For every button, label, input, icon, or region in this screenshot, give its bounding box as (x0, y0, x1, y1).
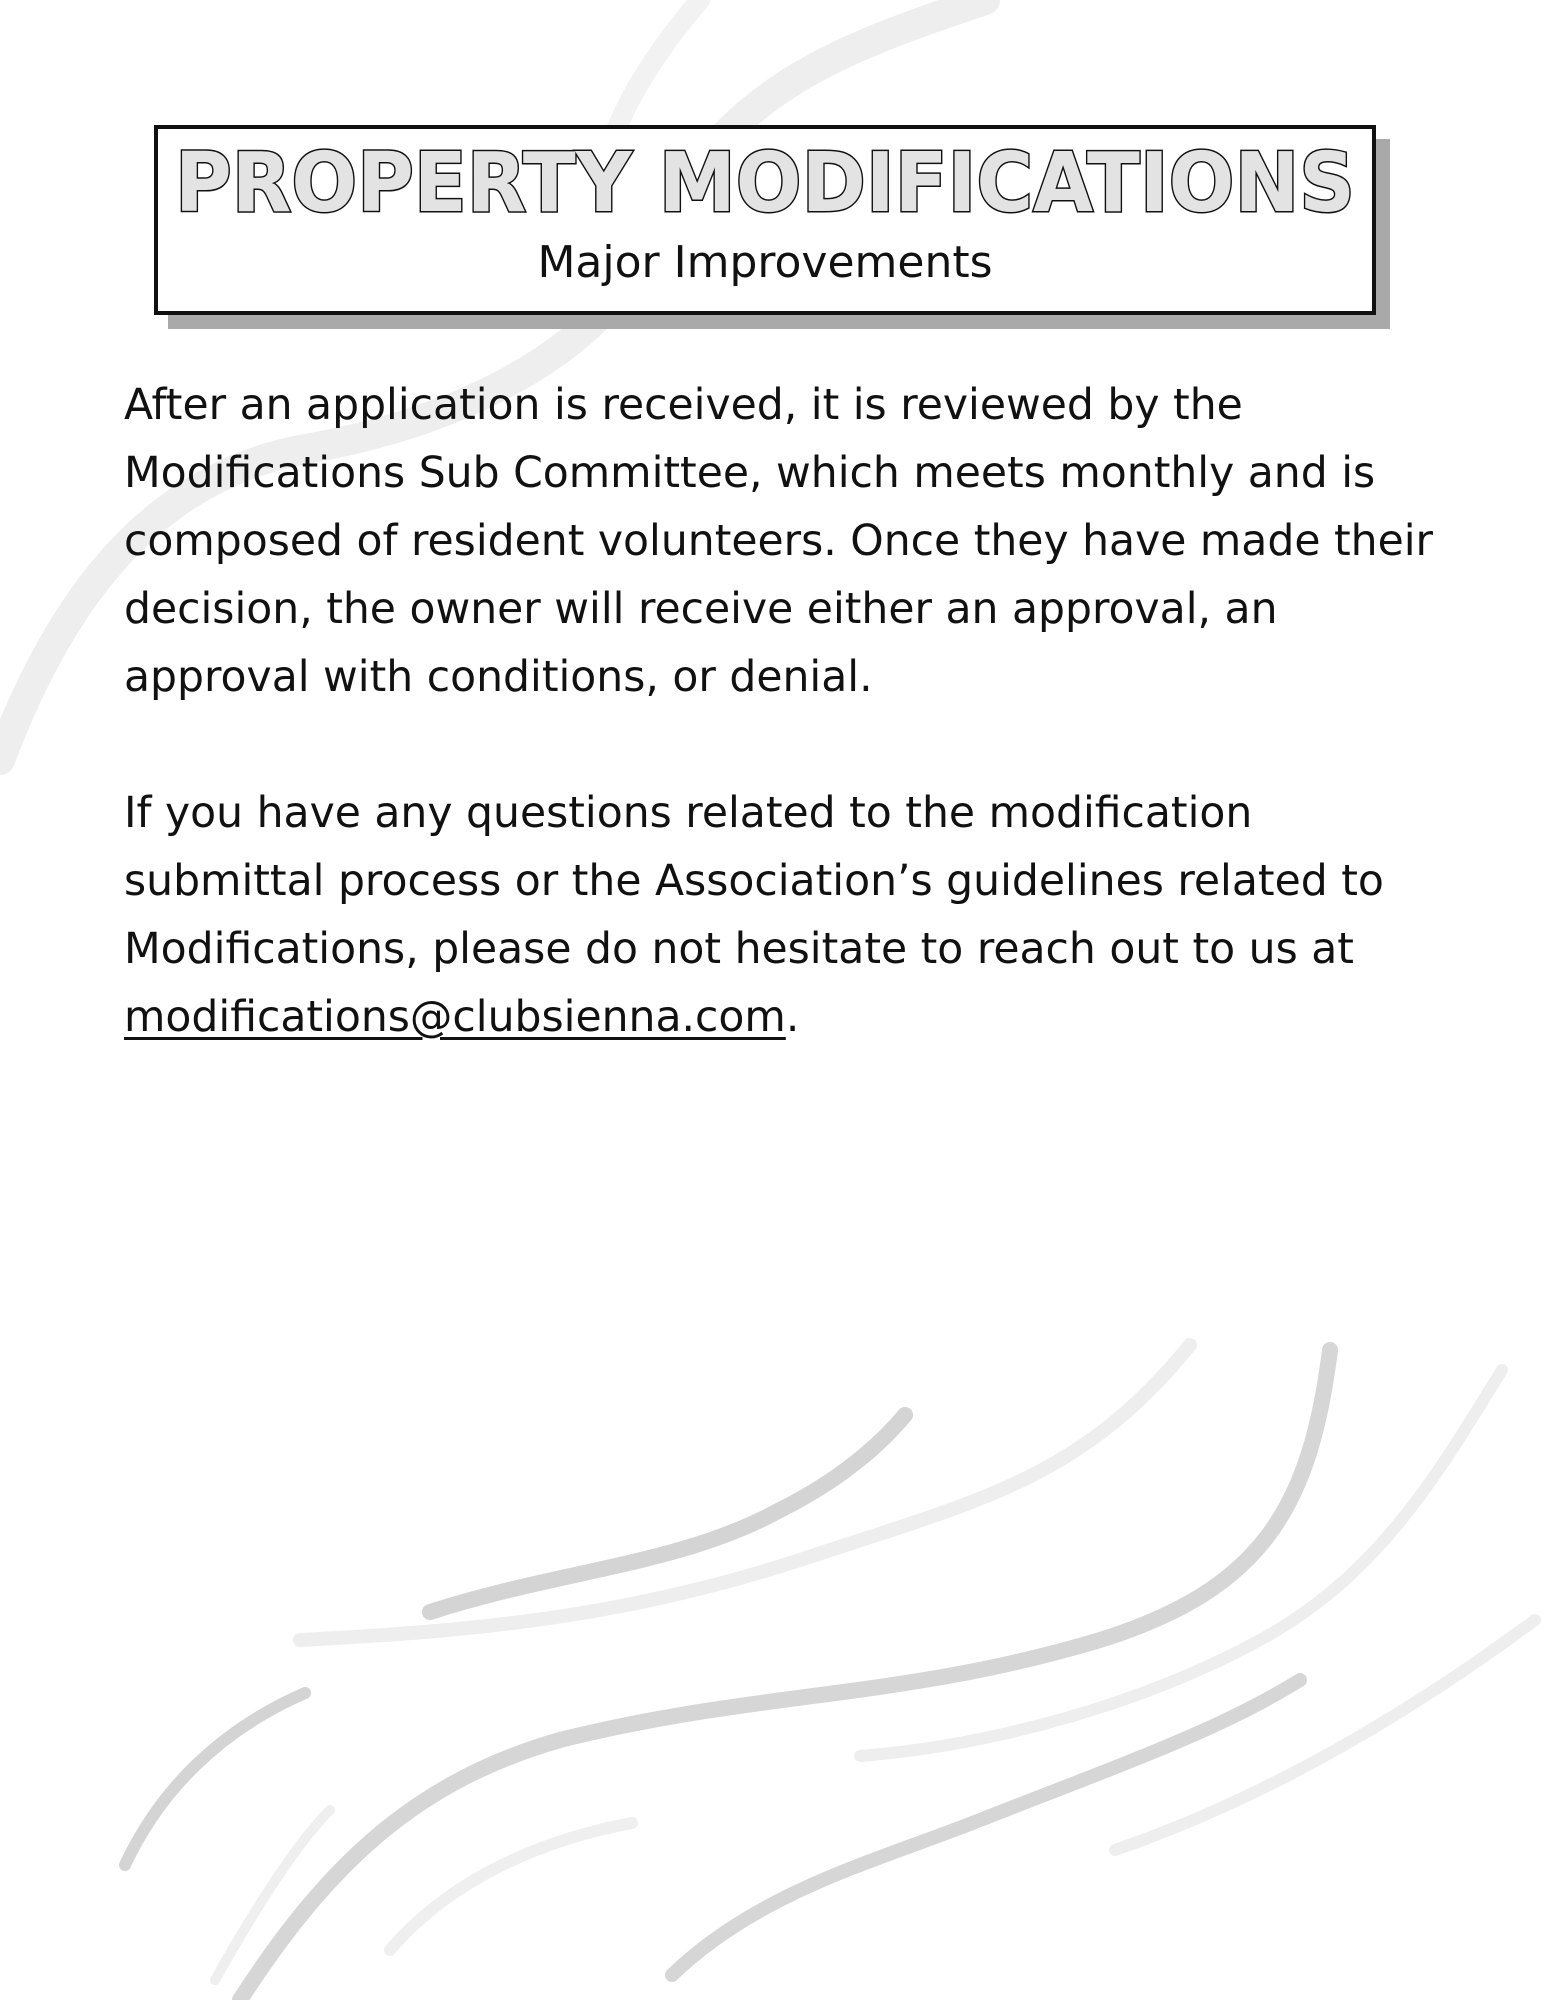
paragraph-line: approval with conditions, or denial. (124, 653, 873, 702)
swirl-bottom-1 (430, 1415, 905, 1612)
swirl-bottom-4 (125, 1693, 305, 1865)
paragraph-review-process (124, 372, 1434, 712)
paragraph-line: submittal process or the Association’s guidelines related to (124, 857, 1384, 906)
email-link[interactable]: modifications@clubsienna.com (124, 993, 786, 1042)
swirl-bottom-2 (300, 1345, 1190, 1640)
body-content (124, 372, 1434, 1052)
swirl-bottom-8 (860, 1370, 1502, 1756)
paragraph-line: If you have any questions related to the modification (124, 789, 1253, 838)
swirl-bottom-6 (390, 1823, 632, 1950)
paragraph-line: decision, the owner will receive either an approval, an (124, 585, 1278, 634)
paragraph-contact (124, 780, 1434, 1052)
paragraph-line: Modifications, please do not hesitate to reach out to us at (124, 925, 1354, 974)
page-subtitle: Major Improvements (537, 237, 993, 288)
page-title-graphic (158, 133, 1372, 241)
paragraph-line: Modifications Sub Committee, which meets monthly and is (124, 449, 1376, 498)
email-suffix: . (785, 993, 800, 1042)
title-box (154, 125, 1376, 315)
page-title: PROPERTY MODIFICATIONS (175, 136, 1355, 231)
paragraph-line: composed of resident volunteers. Once they have made their (124, 517, 1434, 566)
paragraph-line: After an application is received, it is reviewed by the (124, 381, 1243, 430)
email-line (124, 984, 1434, 1052)
swirl-bottom-7 (672, 1680, 1300, 1975)
